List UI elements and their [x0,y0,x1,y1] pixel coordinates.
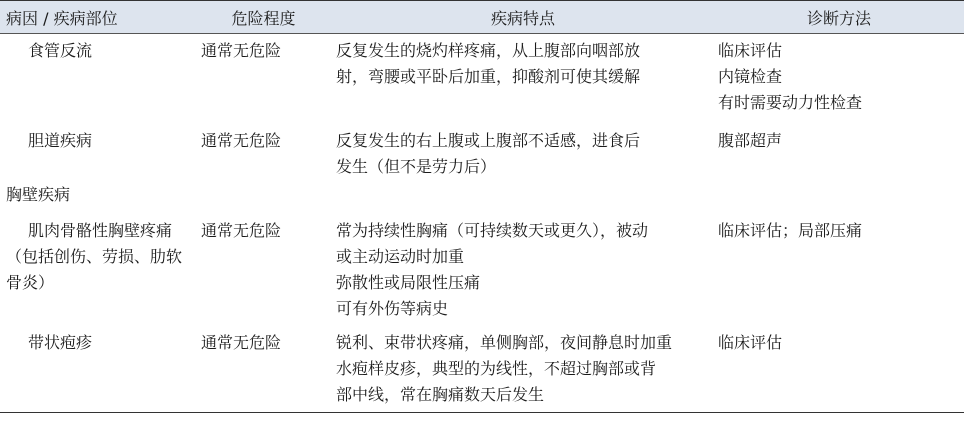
section-title: 胸壁疾病 [6,185,71,204]
cell-level: 通常无危险 [201,41,282,60]
feature-line: 或主动运动时加重 [336,247,465,266]
cell-diagnosis [714,328,964,413]
feature-line: 弥散性或局限性压痛 [336,273,481,292]
diagnosis-line: 临床评估 [718,41,783,60]
cause-line: 肌肉骨骼性胸壁疼 [28,221,157,240]
feature-line: 常为持续性胸痛（可持续数天或更久），被动 [336,221,649,240]
diagnosis-line: 临床评估 [718,333,783,352]
cell-diagnosis [714,216,964,328]
cause-line: 食管反流 [28,41,93,60]
cell-level: 通常无危险 [195,328,332,413]
feature-line: 射，弯腰或平卧后加重，抑酸剂可使其缓解 [336,67,641,86]
cell-features [332,328,714,413]
header-cause: 病因 / 疾病部位 [0,1,195,34]
section-row [0,180,964,216]
cause-line: 痛（包括创伤、劳损、 [6,221,173,266]
feature-line: 反复发生的右上腹或上腹部不适感，进食后 [336,131,641,150]
table-row [0,328,964,413]
feature-line: 可有外伤等病史 [336,299,449,318]
table-row [0,34,964,123]
cause-line: 胆道疾病 [28,131,93,150]
cell-features [332,34,714,123]
feature-line: 发生（但不是劳力后） [336,157,497,176]
header-level: 危险程度 [195,1,332,34]
table-row [0,122,964,180]
diagnosis-line: 腹部超声 [718,131,783,150]
diagnosis-line: 内镜检查 [718,67,783,86]
cause-line: 带状疱疹 [28,333,93,352]
cause-line: 肋软骨炎） [6,247,183,292]
feature-line: 锐利、束带状疼痛，单侧胸部，夜间静息时加重 [336,333,673,352]
cell-level: 通常无危险 [201,221,282,240]
feature-line: 部中线，常在胸痛数天后发生 [336,385,545,404]
header-features: 疾病特点 [332,1,714,34]
table-row [0,216,964,328]
diagnosis-line: 临床评估；局部压痛 [718,221,863,240]
table-header-row [0,1,964,34]
cell-cause [0,122,195,180]
cell-features [332,122,714,180]
feature-line: 水疱样皮疹，典型的为线性，不超过胸部或背 [336,359,657,378]
diagnosis-line: 有时需要动力性检查 [718,93,863,112]
header-diagnosis: 诊断方法 [714,1,964,34]
cell-level: 通常无危险 [201,131,282,150]
cell-cause [0,216,195,328]
cell-cause [0,328,195,413]
cell-cause [0,34,195,123]
feature-line: 反复发生的烧灼样疼痛，从上腹部向咽部放 [336,41,641,60]
cell-features [332,216,714,328]
cell-diagnosis [714,122,964,180]
cell-diagnosis [714,34,964,123]
